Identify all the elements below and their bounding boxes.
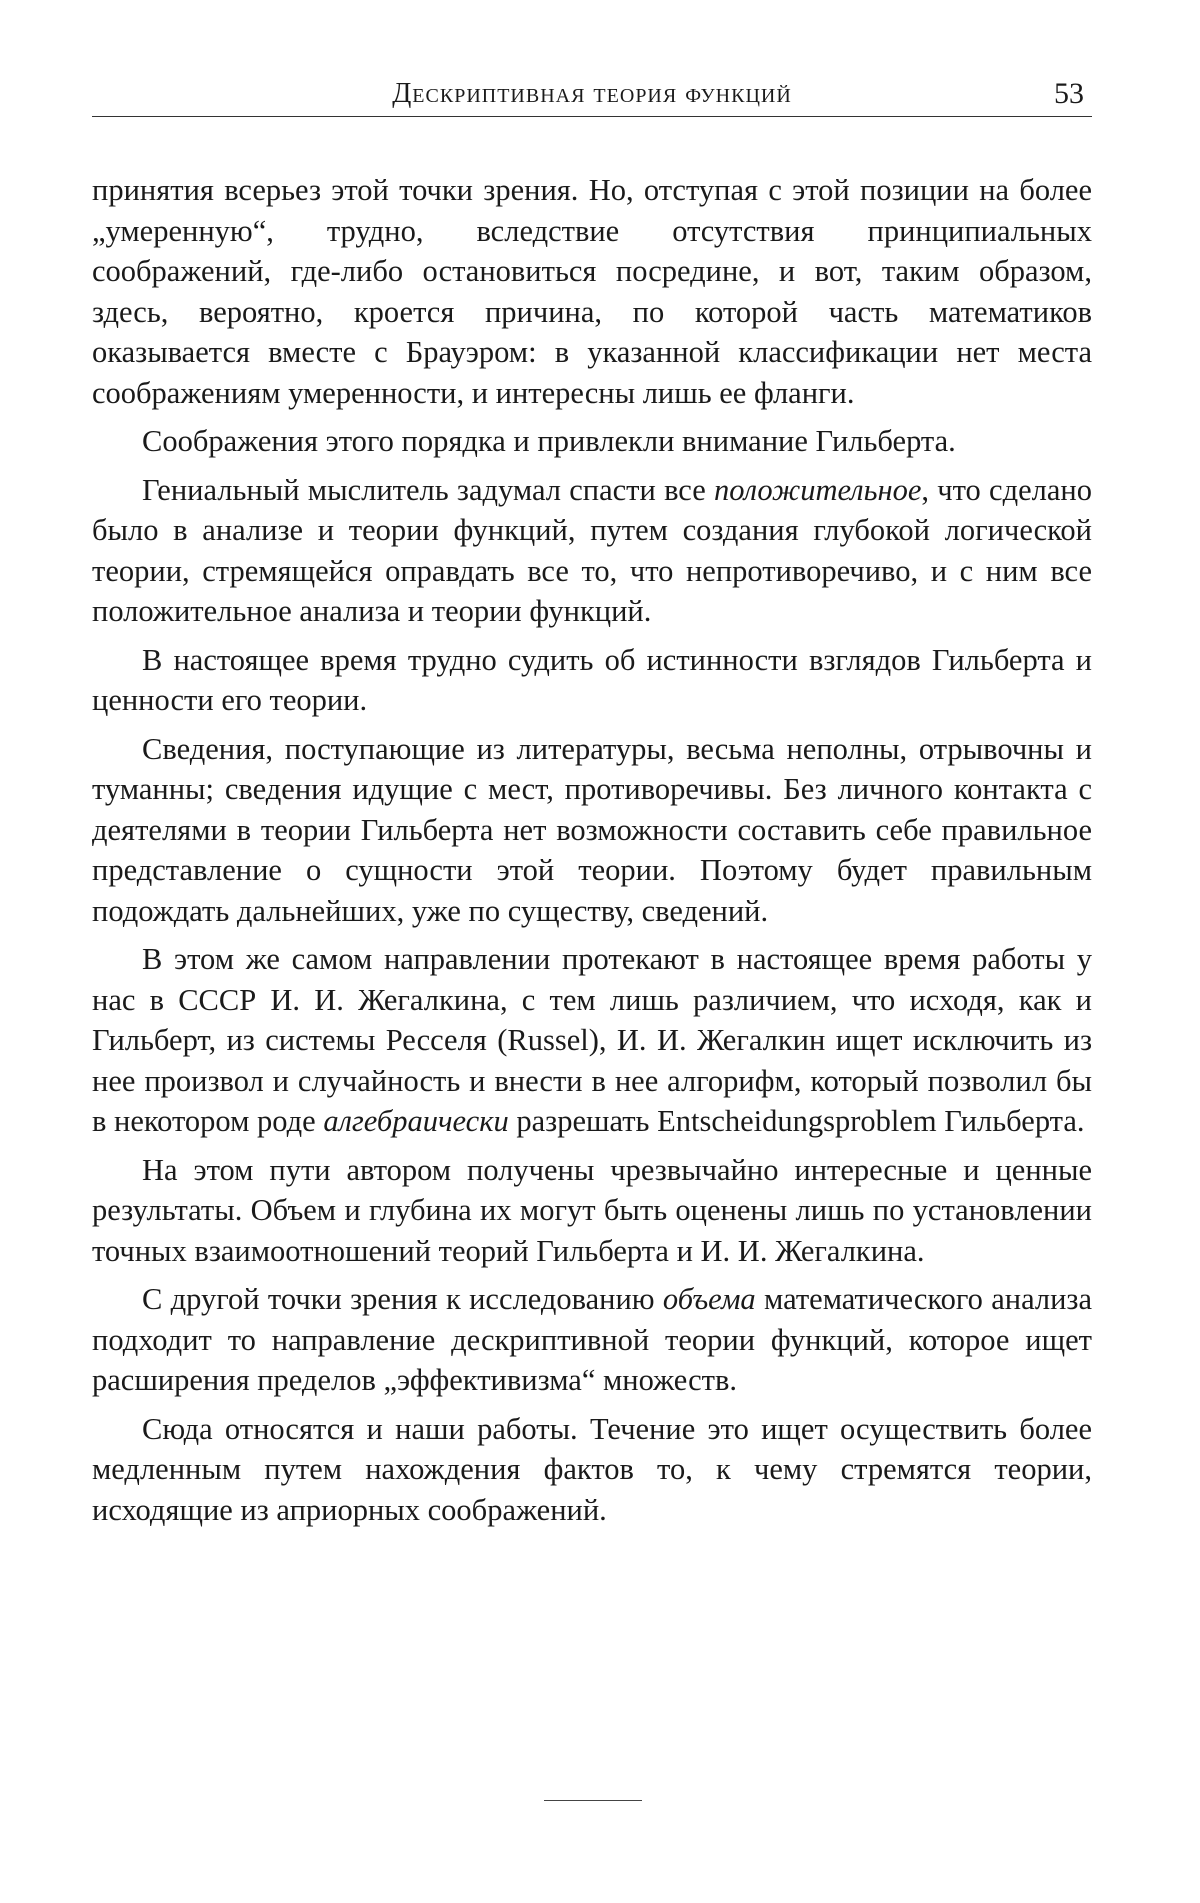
paragraph-text: В этом же самом направлении протекают в настоящее время работы у нас в СССР И. И. Жегалкина, с тем лишь различием, что исходя, как и Гильберт, из системы Ресселя (Russel), И. И. Жегалкин ищет исключить из нее произвол и случайность и внести в нее алгорифм, который позволил бы в некотором роде (92, 942, 1092, 1138)
paragraph-text: Сведения, поступающие из литературы, весьма неполны, отрывочны и туманны; сведения идущие с мест, противоречивы. Без личного контакта с деятелями в теории Гильберта нет возможности составить себе правильное представление о сущности этой теории. Поэтому будет правильным подождать дальнейших, уже по существу, сведений. (92, 731, 1092, 928)
book-page (92, 0, 1092, 1903)
emphasized-word: алгебраически (323, 1104, 509, 1138)
header-rule (92, 116, 1092, 117)
paragraph (92, 939, 1092, 1142)
emphasized-word: объема (662, 1282, 756, 1316)
paragraph-text: С другой точки зрения к исследованию (142, 1282, 663, 1316)
running-head (92, 76, 1092, 120)
paragraph-continuation (92, 170, 1092, 413)
paragraph-text: математического анализа подходит то направление дескриптивной теории функций, которое ищет расширения пределов „эффективизма“ множеств. (92, 1282, 1093, 1397)
body-text (92, 170, 1092, 1538)
paragraph-text: Гениальный мыслитель задумал спасти все (142, 472, 714, 507)
page-number: 53 (1054, 77, 1084, 110)
closing-rule (544, 1800, 642, 1801)
emphasized-word: положительное (713, 472, 922, 507)
running-head-title: Дескриптивная теория функций (392, 78, 792, 109)
paragraph (92, 421, 1092, 462)
paragraph (92, 1150, 1092, 1272)
paragraph-text: , что сделано было в анализе и теории функций, путем создания глубокой логической теории, стремящейся оправдать все то, что непротиворечиво, и с ним все положительное анализа и теории функций. (92, 472, 1092, 628)
paragraph-text: Соображения этого порядка и привлекли внимание Гильберта. (142, 424, 956, 458)
paragraph (92, 640, 1092, 721)
paragraph-text: В настоящее время трудно судить об истинности взглядов Гильберта и ценности его теории. (92, 642, 1092, 717)
paragraph-text: разрешать Entscheidungsproblem Гильберта. (508, 1104, 1085, 1138)
paragraph-text: принятия всерьез этой точки зрения. Но, отступая с этой позиции на более „умеренную“, трудно, вследствие отсутствия принципиальных соображений, где-либо остановиться посредине, и вот, таким образом, здесь, вероятно, кроется причина, по которой часть математиков оказывается вместе с Брауэром: в указанной классификации нет места соображениям умеренности, и интересны лишь ее фланги. (92, 173, 1092, 410)
paragraph (92, 1409, 1092, 1531)
paragraph-text: Сюда относятся и наши работы. Течение это ищет осуществить более медленным путем нахождения фактов то, к чему стремятся теории, исходящие из априорных соображений. (92, 1411, 1092, 1527)
paragraph-text: На этом пути автором получены чрезвычайно интересные и ценные результаты. Объем и глубина их могут быть оценены лишь по установлении точных взаимоотношений теорий Гильберта и И. И. Жегалкина. (92, 1152, 1092, 1268)
paragraph (92, 1279, 1092, 1401)
paragraph (92, 729, 1092, 932)
paragraph (92, 470, 1092, 632)
